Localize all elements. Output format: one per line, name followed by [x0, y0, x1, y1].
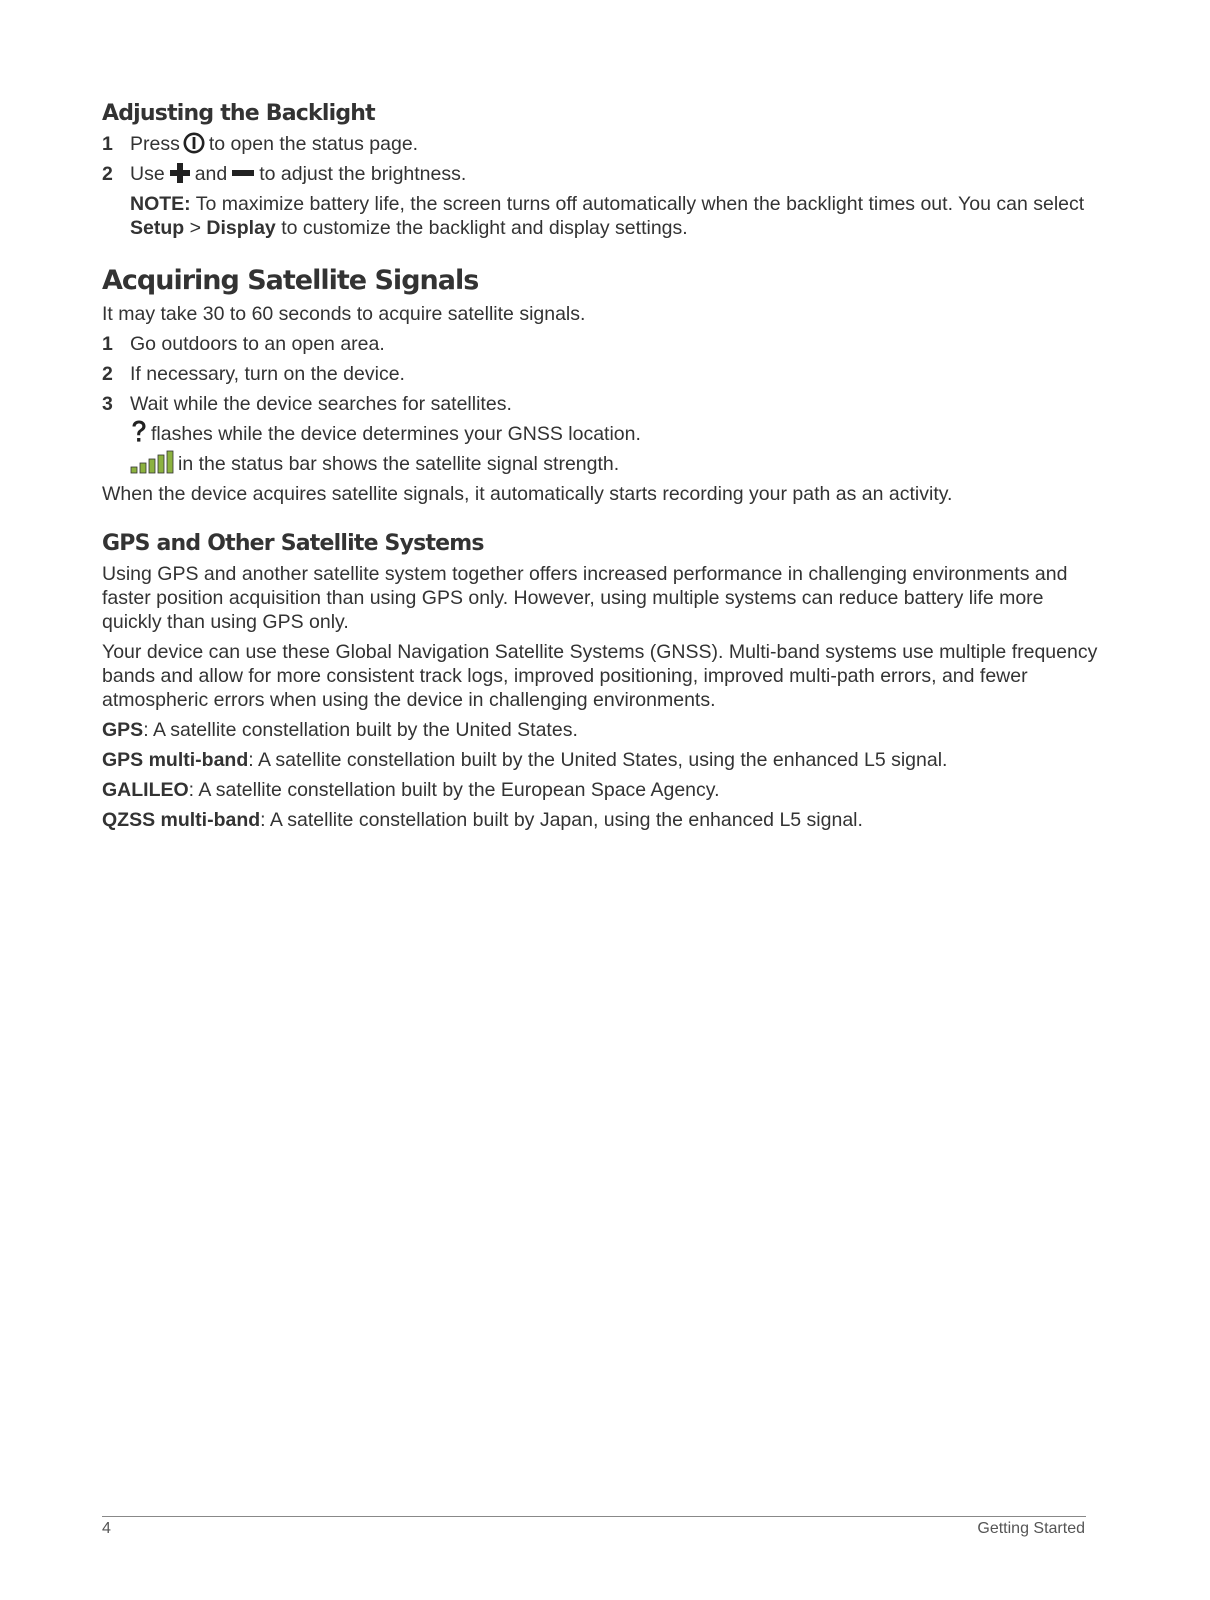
step-text-before: Use — [130, 163, 165, 185]
signal-strength-note — [130, 452, 1102, 476]
page-content — [102, 100, 1102, 838]
system-desc: : A satellite constellation built by Japan, using the enhanced L5 signal. — [260, 809, 863, 831]
signal-text: in the status bar shows the satellite signal strength. — [178, 453, 620, 475]
system-term: GPS multi-band — [102, 749, 249, 771]
minus-button-icon — [231, 162, 255, 184]
system-desc: : A satellite constellation built by the European Space Agency. — [188, 779, 720, 801]
heading-acquiring-satellite-signals: Acquiring Satellite Signals — [102, 265, 479, 296]
system-desc: : A satellite constellation built by the United States. — [143, 719, 578, 741]
gnss-paragraph-2: Your device can use these Global Navigation Satellite Systems (GNSS). Multi-band systems use multiple frequency bands and allow for more consistent track logs, improved positioning, improved multi-path errors, and fewer atmospheric errors when using the device in challenging environments. — [102, 641, 1098, 711]
step-text: If necessary, turn on the device. — [130, 363, 405, 385]
step-text-after: to open the status page. — [208, 133, 419, 155]
gnss-system-gps-multiband — [102, 748, 1102, 772]
system-term: GALILEO — [102, 779, 189, 801]
satellite-step-1 — [102, 332, 1102, 356]
power-button-icon — [183, 132, 205, 154]
heading-gps-other-systems: GPS and Other Satellite Systems — [102, 531, 484, 556]
step-text-before: Press — [130, 133, 180, 155]
step-text-middle: and — [194, 163, 228, 185]
question-mark-icon — [130, 419, 148, 445]
note-label: NOTE: — [130, 193, 191, 215]
gnss-system-gps — [102, 718, 1102, 742]
note-text-1: To maximize battery life, the screen turns off automatically when the backlight times out. You can select — [190, 193, 1085, 215]
menu-setup: Setup — [130, 217, 185, 239]
system-term: GPS — [102, 719, 144, 741]
plus-button-icon — [169, 162, 191, 184]
step-number: 2 — [102, 363, 113, 385]
footer-page-number: 4 — [102, 1520, 111, 1537]
backlight-step-2 — [102, 162, 1102, 186]
heading-adjusting-backlight: Adjusting the Backlight — [102, 101, 375, 126]
footer-divider — [102, 1516, 1086, 1517]
step-number: 2 — [102, 163, 113, 185]
gnss-system-galileo — [102, 778, 1102, 802]
satellite-step-2 — [102, 362, 1102, 386]
system-desc: : A satellite constellation built by the United States, using the enhanced L5 signal. — [248, 749, 948, 771]
note-text-2: to customize the backlight and display settings. — [275, 217, 688, 239]
system-term: QZSS multi-band — [102, 809, 261, 831]
step-text: Go outdoors to an open area. — [130, 333, 385, 355]
step-text-after: to adjust the brightness. — [259, 163, 467, 185]
satellite-result: When the device acquires satellite signals, it automatically starts recording your path as an activity. — [102, 483, 953, 505]
gnss-paragraph-1: Using GPS and another satellite system together offers increased performance in challenging environments and faster position acquisition than using GPS only. However, using multiple systems can reduce battery life more quickly than using GPS only. — [102, 563, 1068, 633]
satellite-step-3 — [102, 392, 1102, 416]
step-number: 1 — [102, 133, 113, 155]
backlight-note — [130, 192, 1102, 240]
gnss-system-qzss-multiband — [102, 808, 1102, 832]
menu-display: Display — [206, 217, 276, 239]
satellite-intro: It may take 30 to 60 seconds to acquire satellite signals. — [102, 303, 586, 325]
step-number: 1 — [102, 333, 113, 355]
step-number: 3 — [102, 393, 113, 415]
gnss-flashing-note — [130, 422, 1102, 446]
step-text: Wait while the device searches for satellites. — [130, 393, 512, 415]
satellite-signal-strength-icon — [130, 450, 174, 474]
menu-separator: > — [184, 217, 207, 239]
backlight-step-1 — [102, 132, 1102, 156]
flashes-text: flashes while the device determines your GNSS location. — [151, 423, 641, 445]
footer-section-name: Getting Started — [977, 1520, 1085, 1537]
